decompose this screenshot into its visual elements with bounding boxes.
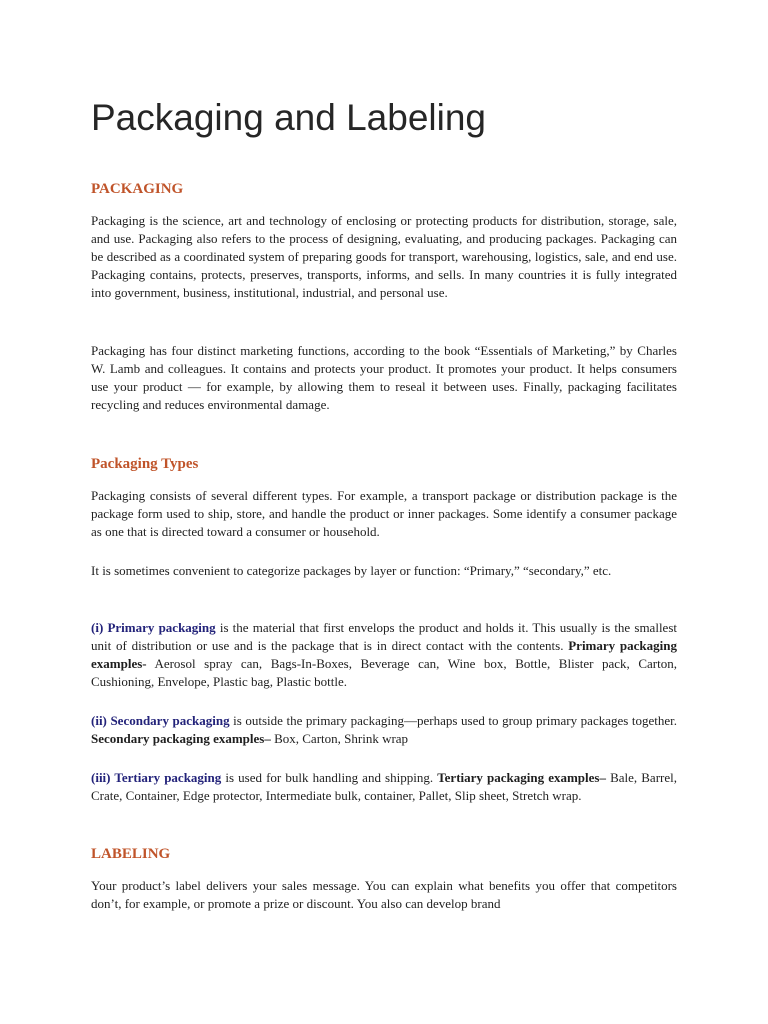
paragraph-tertiary-packaging (91, 769, 677, 805)
paragraph-packaging-types: Packaging consists of several different types. For example, a transport package or distribution package is the package form used to ship, store, and handle the product or inner packages. Some identify a consumer package as one that is directed toward a consumer or household. (91, 488, 677, 539)
page-title: Packaging and Labeling (91, 97, 486, 138)
section-heading-labeling: LABELING (91, 846, 171, 862)
primary-examples-label: Primary packaging examples- (91, 638, 678, 671)
primary-packaging-lead: (i) Primary packaging (91, 620, 216, 635)
primary-packaging-text: is the material that first envelops the product and holds it. This usually is the smallest unit of distribution or use and is the package that is in direct contact with the contents. (91, 620, 677, 653)
section-heading-packaging: PACKAGING (91, 181, 184, 197)
paragraph-marketing-functions: Packaging has four distinct marketing functions, according to the book “Essentials of Marketing,” by Charles W. Lamb and colleagues. It contains and protects your product. It promotes your product. It helps consumers use your product — for example, by allowing them to reseal it between uses. Finally, packaging facilitates recycling and reduces environmental damage. (91, 343, 677, 412)
paragraph-categorize: It is sometimes convenient to categorize packages by layer or function: “Primary,” “secondary,” etc. (91, 563, 612, 578)
primary-examples: Aerosol spray can, Bags-In-Boxes, Beverage can, Wine box, Bottle, Blister pack, Carton, Cushioning, Envelope, Plastic bag, Plastic bottle. (91, 656, 677, 689)
secondary-examples-label: Secondary packaging examples– (91, 731, 271, 746)
tertiary-packaging-text: is used for bulk handling and shipping. (221, 770, 438, 785)
paragraph-secondary-packaging (91, 712, 677, 748)
secondary-packaging-lead: (ii) Secondary packaging (91, 713, 230, 728)
tertiary-packaging-lead: (iii) Tertiary packaging (91, 770, 222, 785)
paragraph-labeling: Your product’s label delivers your sales message. You can explain what benefits you offer that competitors don’t, for example, or promote a prize or discount. You also can develop brand (91, 878, 677, 911)
tertiary-examples: Bale, Barrel, Crate, Container, Edge protector, Intermediate bulk, container, Pallet, Slip sheet, Stretch wrap. (91, 770, 677, 803)
paragraph-primary-packaging (91, 619, 677, 691)
tertiary-examples-label: Tertiary packaging examples– (437, 770, 606, 785)
secondary-packaging-text: is outside the primary packaging—perhaps used to group primary packages together. (229, 713, 677, 728)
paragraph-packaging-definition: Packaging is the science, art and technology of enclosing or protecting products for distribution, storage, sale, and use. Packaging also refers to the process of designing, evaluating, and producing packages. Packaging can be described as a coordinated system of preparing goods for transport, warehousing, logistics, sale, and end use. Packaging contains, protects, preserves, transports, informs, and sells. In many countries it is fully integrated into government, business, institutional, industrial, and personal use. (91, 213, 677, 300)
section-heading-packaging-types: Packaging Types (91, 456, 199, 472)
secondary-examples: Box, Carton, Shrink wrap (270, 731, 409, 746)
